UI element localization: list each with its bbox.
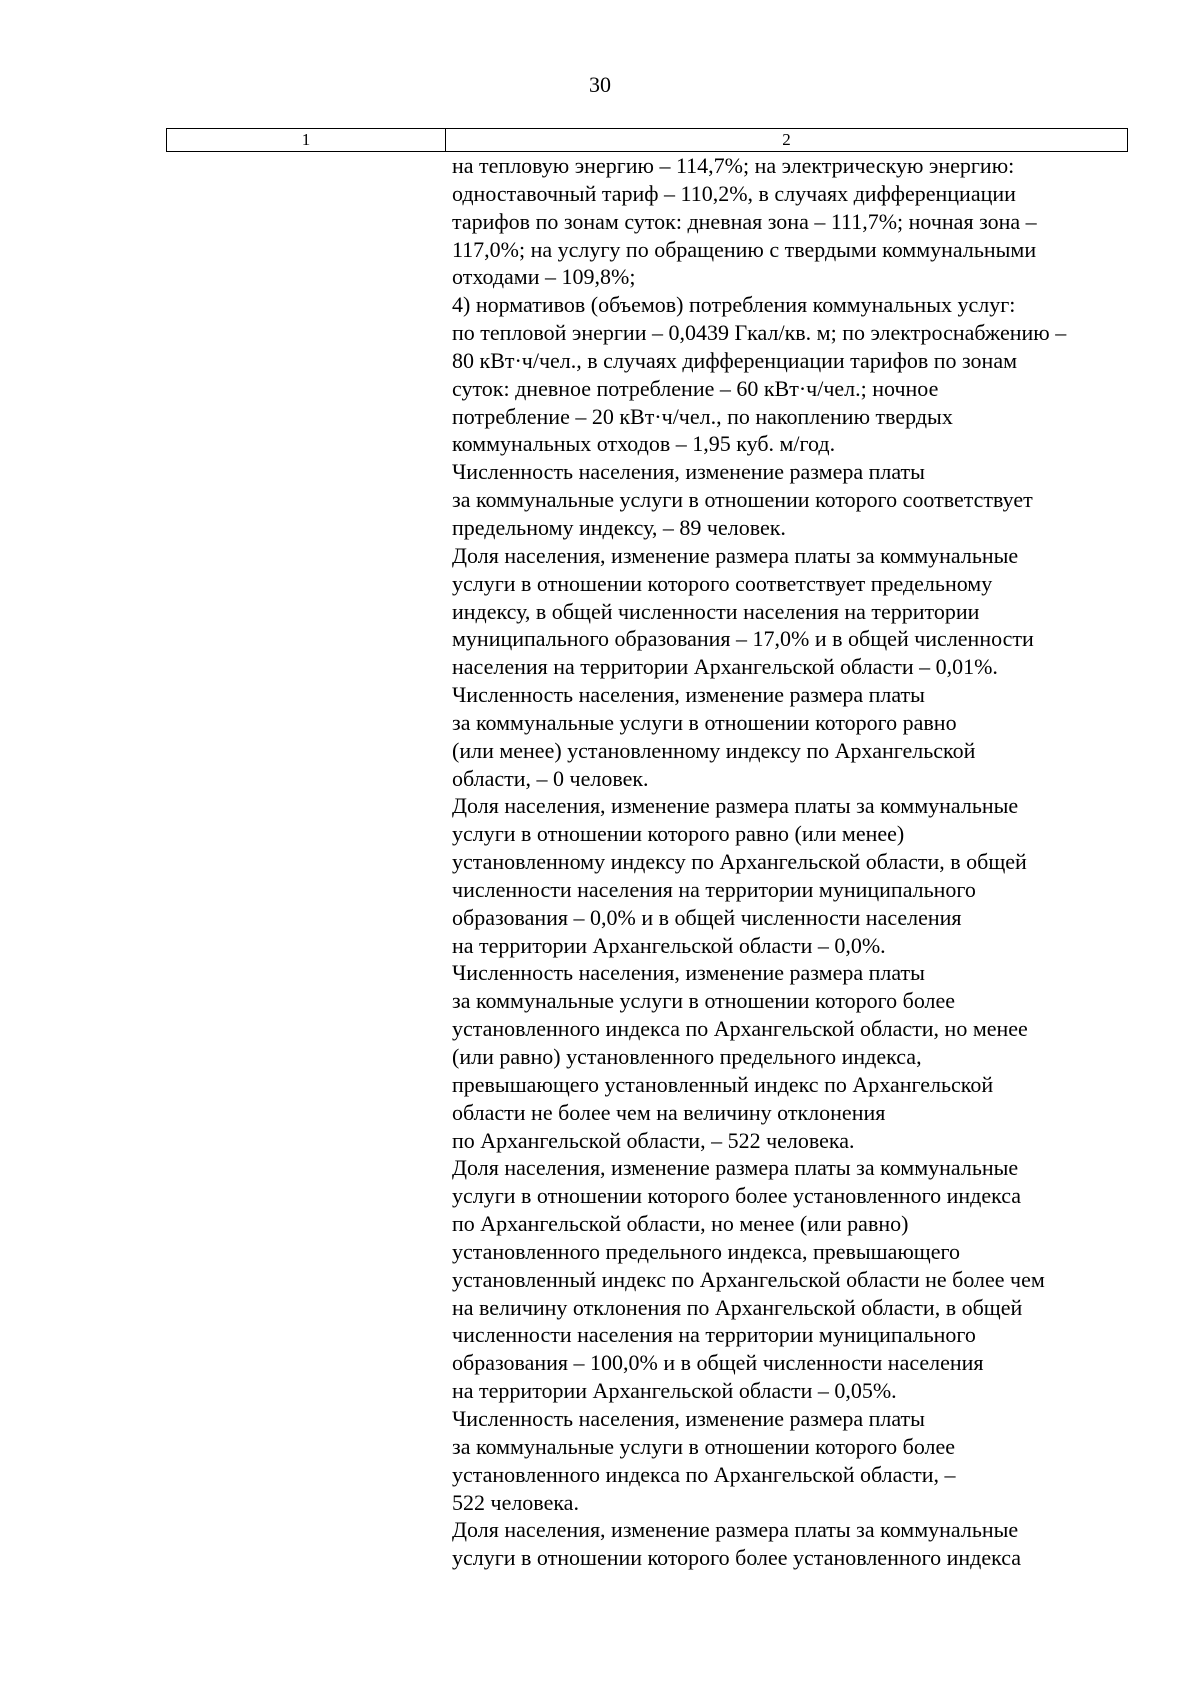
text-line: по Архангельской области, но менее (или равно) — [452, 1211, 909, 1237]
text-line: (или равно) установленного предельного индекса, — [452, 1044, 922, 1069]
text-line: услуги в отношении которого более установленного индекса — [452, 1183, 1022, 1209]
text-line: установленного предельного индекса, превышающего — [452, 1238, 960, 1264]
text-line: установленному индексу по Архангельской области, в общей — [452, 849, 1027, 875]
text-line: на тепловую энергию – 114,7%; на электрическую энергию: — [452, 153, 1015, 178]
document-body-text — [452, 152, 1142, 1572]
text-line: образования – 0,0% и в общей численности населения — [452, 904, 962, 930]
text-line: за коммунальные услуги в отношении которого более — [452, 988, 956, 1014]
text-line: услуги в отношении которого соответствует предельному — [452, 570, 993, 596]
text-line: за коммунальные услуги в отношении которого более — [452, 1433, 956, 1459]
text-line: за коммунальные услуги в отношении которого равно — [452, 709, 957, 735]
text-line: численности населения на территории муниципального — [452, 1322, 976, 1348]
text-line: отходами – 109,8%; — [452, 264, 636, 290]
text-line: установленного индекса по Архангельской области, – — [452, 1461, 956, 1487]
text-line: суток: дневное потребление – 60 кВт·ч/чел.; ночное — [452, 375, 939, 401]
text-line: Численность населения, изменение размера платы — [452, 960, 925, 986]
text-line: 117,0%; на услугу по обращению с твердыми коммунальными — [452, 236, 1037, 262]
text-line: области, – 0 человек. — [452, 765, 649, 791]
text-line: Доля населения, изменение размера платы за коммунальные — [452, 793, 1019, 819]
table-header — [166, 128, 1128, 152]
text-line: области не более чем на величину отклонения — [452, 1099, 886, 1125]
text-line: Численность населения, изменение размера платы — [452, 1405, 925, 1431]
text-line: на территории Архангельской области – 0,0%. — [452, 932, 886, 958]
text-line: услуги в отношении которого равно (или менее) — [452, 821, 905, 847]
text-line: Численность населения, изменение размера платы — [452, 682, 925, 708]
text-line: 522 человека. — [452, 1489, 579, 1515]
text-line: Численность населения, изменение размера платы — [452, 459, 925, 485]
text-line: образования – 100,0% и в общей численности населения — [452, 1350, 984, 1376]
text-line: по тепловой энергии – 0,0439 Гкал/кв. м; по электроснабжению – — [452, 320, 1067, 346]
text-line: коммунальных отходов – 1,95 куб. м/год. — [452, 431, 836, 457]
text-line: 80 кВт·ч/чел., в случаях дифференциации тарифов по зонам — [452, 347, 1018, 373]
text-line: на территории Архангельской области – 0,05%. — [452, 1378, 897, 1404]
text-line: численности населения на территории муниципального — [452, 876, 976, 902]
text-line: установленного индекса по Архангельской области, но менее — [452, 1016, 1028, 1042]
text-line: потребление – 20 кВт·ч/чел., по накоплению твердых — [452, 403, 953, 429]
text-line: населения на территории Архангельской области – 0,01%. — [452, 654, 998, 680]
text-line: Доля населения, изменение размера платы за коммунальные — [452, 1155, 1019, 1181]
text-line: Доля населения, изменение размера платы за коммунальные — [452, 1517, 1019, 1543]
table-header-col-2: 2 — [446, 129, 1128, 152]
text-line: 4) нормативов (объемов) потребления коммунальных услуг: — [452, 292, 1016, 318]
text-line: одноставочный тариф – 110,2%, в случаях дифференциации — [452, 180, 1016, 206]
page-number: 30 — [589, 72, 611, 97]
text-line: предельному индексу, – 89 человек. — [452, 514, 786, 540]
text-line: муниципального образования – 17,0% и в общей численности — [452, 626, 1034, 652]
text-line: по Архангельской области, – 522 человека. — [452, 1127, 855, 1153]
text-line: Доля населения, изменение размера платы за коммунальные — [452, 542, 1019, 568]
text-line: услуги в отношении которого более установленного индекса — [452, 1545, 1022, 1571]
text-line: установленный индекс по Архангельской области не более чем — [452, 1266, 1045, 1292]
text-line: превышающего установленный индекс по Архангельской — [452, 1071, 994, 1097]
text-line: индексу, в общей численности населения на территории — [452, 598, 980, 624]
text-line: тарифов по зонам суток: дневная зона – 111,7%; ночная зона – — [452, 208, 1037, 234]
table-header-col-1: 1 — [167, 129, 446, 152]
text-line: на величину отклонения по Архангельской области, в общей — [452, 1294, 1023, 1320]
text-line: (или менее) установленному индексу по Архангельской — [452, 737, 976, 763]
text-line: за коммунальные услуги в отношении которого соответствует — [452, 487, 1033, 513]
